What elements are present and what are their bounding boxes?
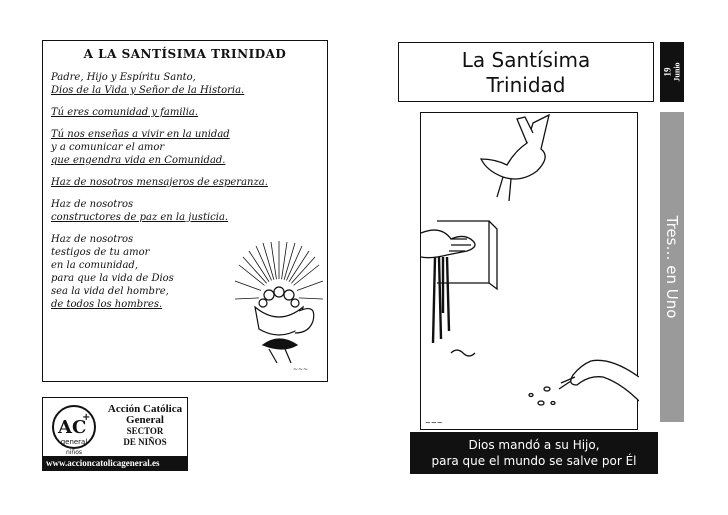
stanza-4 [51,176,268,189]
prayer-line: Padre, Hijo y Espíritu Santo, [51,72,196,83]
org-name-line1: Acción Católica [107,403,183,415]
logo-mark-letters: AC [58,417,87,438]
stanza-3 [51,128,251,167]
stanza-6 [51,233,251,311]
org-name-line2: General [126,414,164,426]
logo-mark-word: general [60,438,88,446]
prayer-box [42,40,328,382]
prayer-line: en la comunidad, [51,260,139,271]
date-day: 19 [662,67,673,77]
date-month: Junio [672,62,682,82]
date-tab [660,42,684,102]
ac-logo-icon [49,404,99,456]
sector-line1: SECTOR [126,426,164,436]
prayer-line: que engendra vida en Comunidad. [51,155,226,166]
left-hand [421,230,475,258]
caption-bar [410,432,658,474]
prayer-line: de todos los hombres. [51,299,163,310]
stanza-1 [51,71,251,97]
illustration-drawing [421,113,639,431]
logo-mark-sub: niños [65,449,83,456]
prayer-line: y a comunicar el amor [51,142,165,153]
prayer-line: Tú eres comunidad y familia. [51,107,199,118]
prayer-line: para que la vida de Dios [51,273,174,284]
dove-tail [497,177,511,201]
caption-line2: para que el mundo se salve por Él [431,454,637,468]
prayer-line: Haz de nosotros [51,199,134,210]
dove-body [481,115,549,179]
sector-line2: DE NIÑOS [123,437,167,447]
title-line1: La Santísima [461,48,591,72]
caption-line1: Dios mandó a su Hijo, [468,438,600,452]
prayer-line: constructores de paz en la justicia. [51,212,229,223]
date-text [663,62,682,81]
artist-signature: ~~~ [425,419,443,427]
logo-mark-plus: + [82,412,91,423]
prayer-line: Haz de nosotros [51,234,134,245]
prayer-line: Dios de la Vida y Señor de la Historia. [51,85,245,96]
radiant-children-illustration [233,237,325,377]
page-title [398,42,654,102]
logo-text [105,404,185,448]
right-hand [571,360,639,401]
side-band [660,112,684,422]
prayer-body [51,71,268,320]
svg-text:~~~: ~~~ [293,366,309,373]
title-line2: Trinidad [486,73,566,97]
stanza-5 [51,198,251,224]
prayer-line: testigos de tu amor [51,247,150,258]
side-label: Tres… en Uno [663,215,681,319]
website-link[interactable]: www.accioncatolicageneral.es [42,456,188,471]
prayer-line: Haz de nosotros mensajeros de esperanza. [51,177,268,188]
dove-hands-illustration [420,112,638,430]
ground-curl [451,350,475,356]
window-side [489,221,497,289]
prayer-line: Tú nos enseñas a vivir en la unidad [51,129,230,140]
hanging-strands [433,257,449,343]
prayer-line: sea la vida del hombre, [51,286,169,297]
stanza-2 [51,106,251,119]
prayer-title: A LA SANTÍSIMA TRINIDAD [83,47,287,61]
